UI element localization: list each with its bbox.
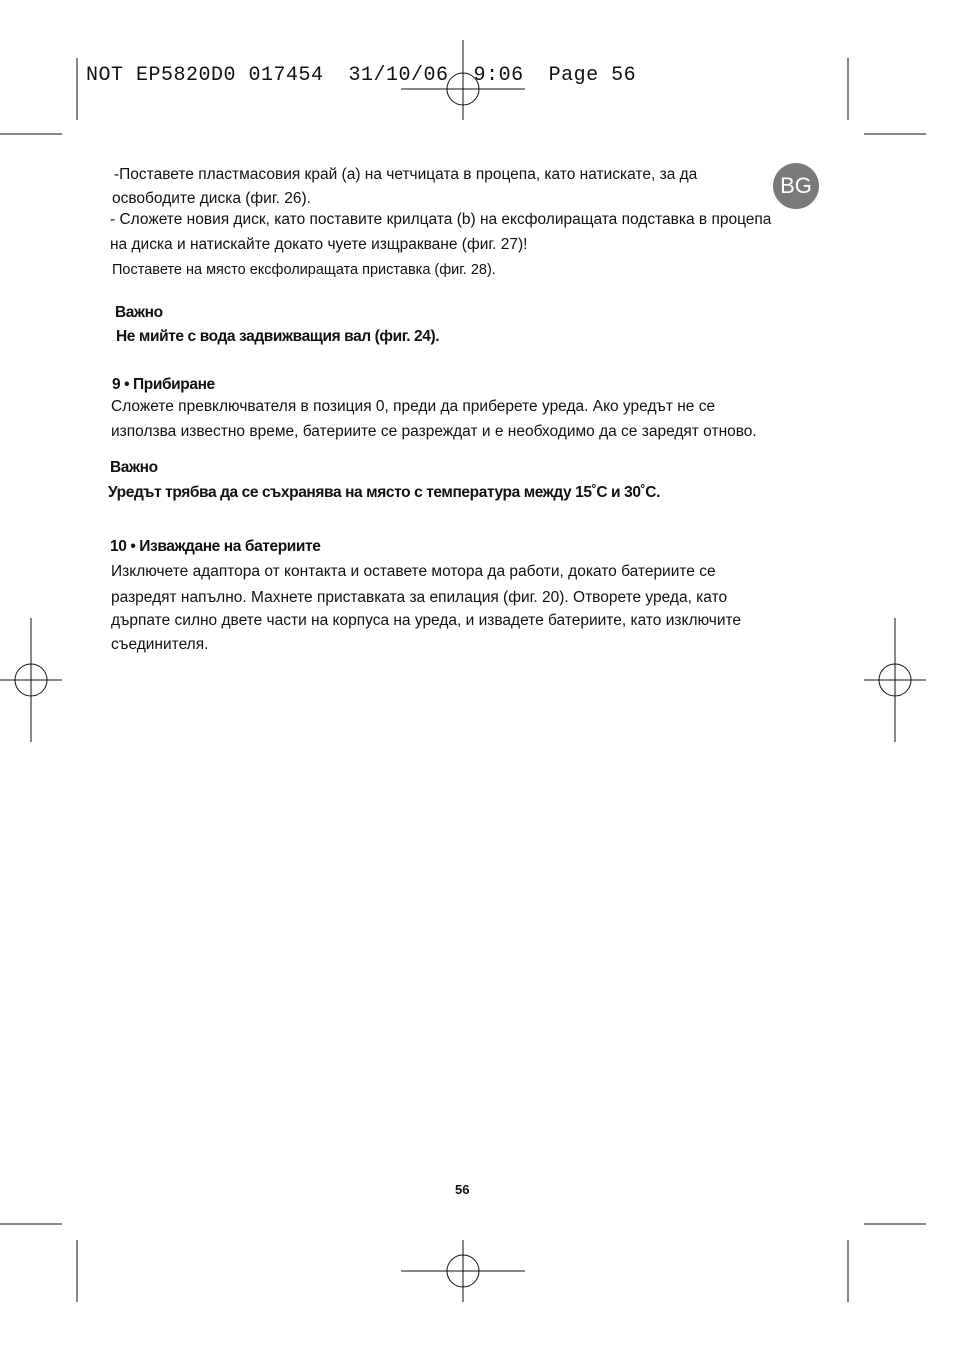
note-1-title: Важно <box>115 304 163 321</box>
section-9-heading: 9 • Прибиране <box>112 376 215 393</box>
section-9-line-1: Сложете превключвателя в позиция 0, преди да приберете уреда. Ако уредът не се <box>111 398 716 415</box>
intro-line-1: -Поставете пластмасовия край (а) на четчицата в процепа, като натискате, за да <box>114 166 698 183</box>
note-2-title: Важно <box>110 459 158 476</box>
section-10-line-4: съединителя. <box>111 636 209 653</box>
section-10-line-3: дърпате силно двете части на корпуса на уреда, и извадете батериите, като изключите <box>111 612 742 629</box>
section-10-line-2: разредят напълно. Махнете приставката за епилация (фиг. 20). Отворете уреда, като <box>111 589 728 606</box>
intro-line-3: - Сложете новия диск, като поставите крилцата (b) на ексфолиращата подставка в процепа <box>110 211 772 228</box>
intro-line-4: на диска и натискайте докато чуете изщракване (фиг. 27)! <box>110 236 528 253</box>
intro-line-2: освободите диска (фиг. 26). <box>112 190 311 207</box>
language-badge: BG <box>773 163 819 209</box>
page-number: 56 <box>455 1182 470 1197</box>
section-10-line-1: Изключете адаптора от контакта и оставете мотора да работи, докато батериите се <box>111 563 716 580</box>
note-2-text: Уредът трябва да се съхранява на място с температура между 15˚C и 30˚C. <box>108 484 660 501</box>
intro-line-5: Поставете на място ексфолиращата приставка (фиг. 28). <box>112 262 496 278</box>
print-header: NOT EP5820D0 017454 31/10/06 9:06 Page 56 <box>86 64 637 87</box>
note-1-text: Не мийте с вода задвижващия вал (фиг. 24). <box>116 328 440 345</box>
section-9-line-2: използва известно време, батериите се разреждат и е необходимо да се заредят отново. <box>111 423 757 440</box>
section-10-heading: 10 • Изваждане на батериите <box>110 538 321 555</box>
